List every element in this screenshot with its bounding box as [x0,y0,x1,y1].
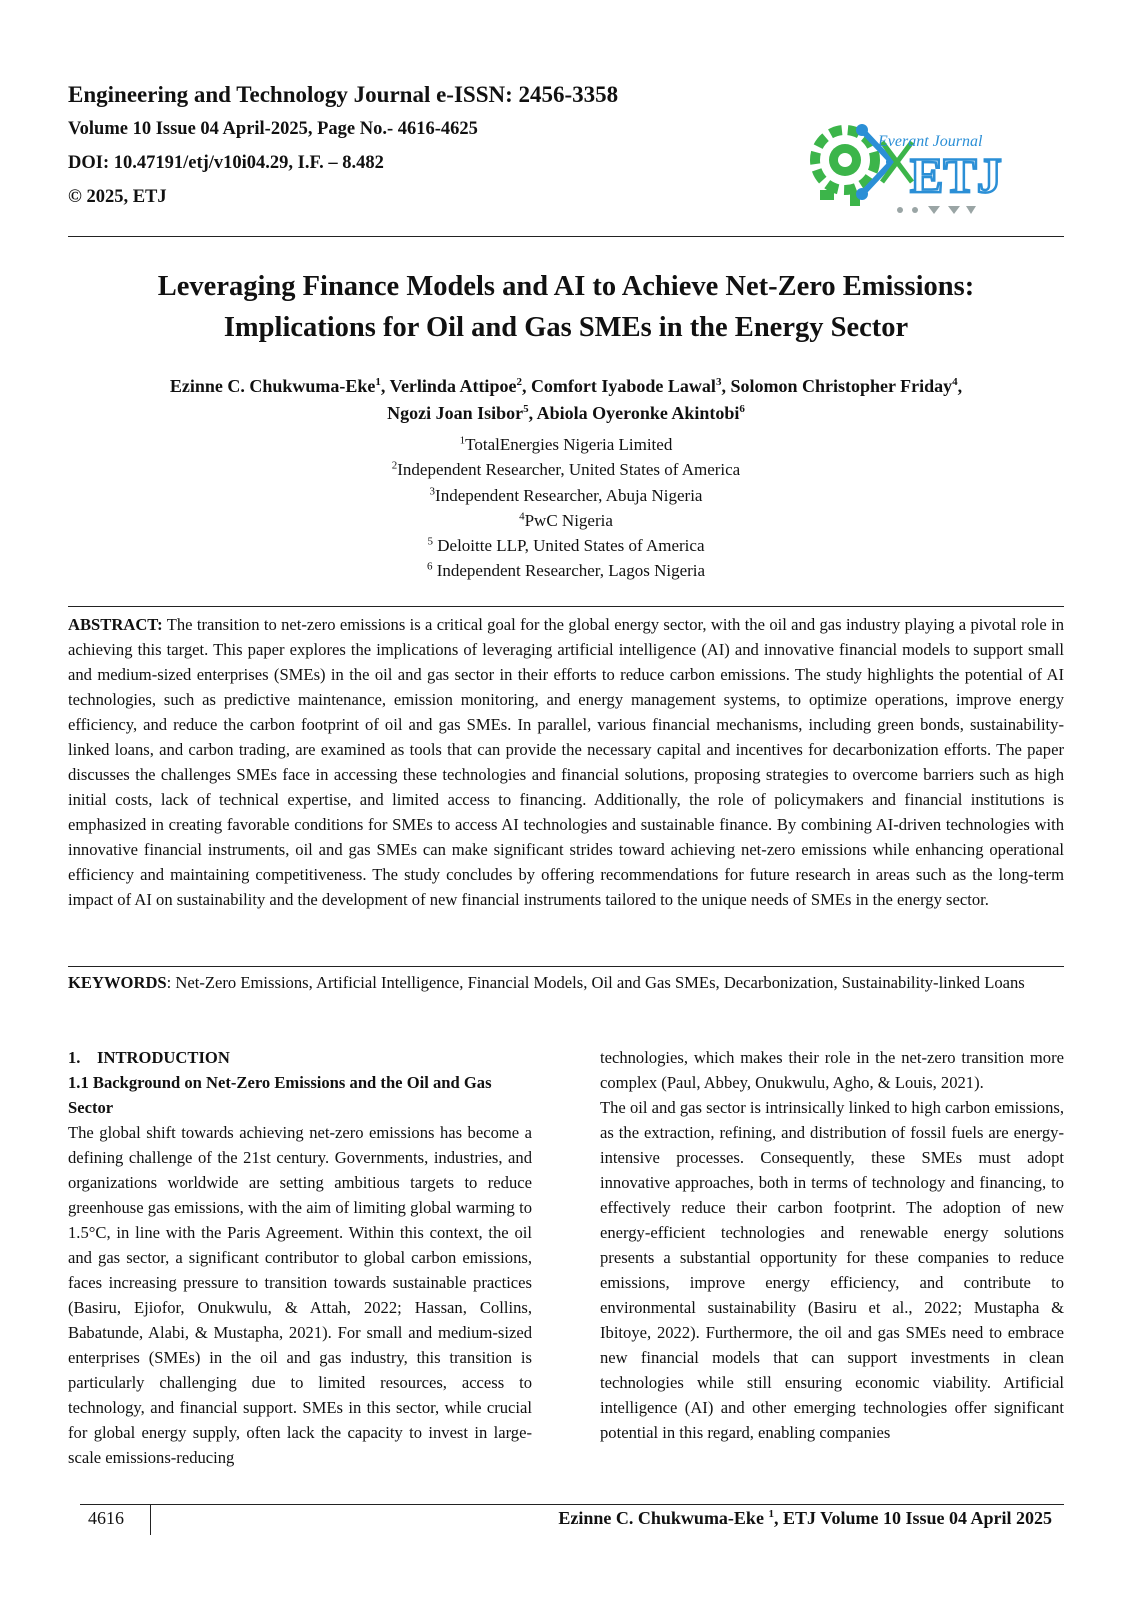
author-line-2: Ngozi Joan Isibor$^5$, Abiola Oyeronke Akintobi$^6$ [387,403,745,423]
keywords-text: : Net-Zero Emissions, Artificial Intelligence, Financial Models, Oil and Gas SMEs, Decarbonization, Sustainability-linked Loans [166,973,1025,992]
author-list [68,373,1064,427]
author-sup: 6 [739,403,745,415]
journal-title: Engineering and Technology Journal e-ISSN: 2456-3358 [68,82,619,107]
logo-decorative-marks [897,206,976,214]
logo-small-text: Everant Journal [878,133,983,150]
affiliation [68,533,1064,558]
author-line-1: Ezinne C. Chukwuma-Eke$^1$, Verlinda Attipoe$^2$, Comfort Iyabode Lawal$^3$, Solomon Christopher Friday$^4$, [169,376,963,396]
paper-title-line-1: Leveraging Finance Models and AI to Achieve Net-Zero Emissions: [157,271,975,302]
header-rule [68,236,1064,237]
body-paragraph: The global shift towards achieving net-zero emissions has become a defining challenge of the 21st century. Governments, industries, and organizations worldwide are setting ambitious targets to reduce greenhouse gas emissions, with the aim of limiting global warming to 1.5°C, in line with the Paris Agreement. Within this context, the oil and gas sector, a significant contributor to global carbon emissions, faces increasing pressure to transition towards sustainable practices (Basiru, Ejiofor, Onukwulu, & Attah, 2022; Hassan, Collins, Babatunde, Alabi, & Mustapha, 2021). For small and medium-sized enterprises (SMEs) in the oil and gas industry, this transition is particularly challenging due to limited resources, access to technology, and financial support. SMEs in this sector, while crucial for global energy supply, often lack the capacity to invest in large-scale emissions-reducing [68,1123,532,1467]
body-column-left [68,1045,532,1470]
affiliation-text: Independent Researcher, United States of America [397,460,741,480]
affiliation-sup: 4 [519,510,525,523]
footer-author: Ezinne C. Chukwuma-Eke [558,1508,769,1528]
abstract [68,612,1064,912]
paper-title [68,266,1064,348]
page-number: 4616 [88,1508,124,1528]
affiliation-text: Deloitte LLP, United States of America [433,536,705,556]
volume-info: Volume 10 Issue 04 April-2025, Page No.- 4616-4625 [68,119,478,139]
footer-rule [80,1504,1064,1505]
author-sup: 1 [375,376,381,388]
body-column-right [600,1045,1064,1445]
keywords-label: KEYWORDS [68,973,167,992]
author-name: Verlinda Attipoe [389,376,517,396]
affiliation-sup: 1 [459,434,466,447]
footer-citation-text: , ETJ Volume 10 Issue 04 April 2025 [773,1508,1052,1528]
affiliation-text: PwC Nigeria [524,510,613,530]
affiliation [68,457,1064,482]
abstract-top-rule [68,606,1064,607]
affiliation [68,483,1064,508]
logo-big-text: ETJ [910,147,1002,203]
affiliation [68,558,1064,583]
paper-title-line-2: Implications for Oil and Gas SMEs in the Energy Sector [223,312,909,343]
author-sup: 4 [952,376,958,388]
affiliation-text: TotalEnergies Nigeria Limited [465,435,673,454]
affiliation [68,432,1064,457]
footer-separator [150,1505,151,1535]
author-name: Solomon Christopher Friday [730,376,953,396]
author-name: Ezinne C. Chukwuma-Eke [169,376,376,396]
affiliation-sup: 3 [429,484,436,497]
keywords-top-rule [68,966,1064,967]
body-paragraph: The oil and gas sector is intrinsically linked to high carbon emissions, as the extraction, refining, and distribution of fossil fuels are energy-intensive processes. Consequently, these SMEs must adopt innovative approaches, both in terms of technology and financing, to effectively reduce their carbon footprint. The adoption of new energy-efficient technologies and renewable energy solutions presents a substantial opportunity for these companies to reduce emissions, improve energy efficiency, and contribute to environmental sustainability (Basiru et al., 2022; Mustapha & Ibitoye, 2022). Furthermore, the oil and gas SMEs need to embrace new financial models that can support investments in clean technologies while still ensuring economic viability. Artificial intelligence (AI) and other emerging technologies offer significant potential in this regard, enabling companies [600,1098,1064,1442]
footer-author-sup: 1 [768,1508,774,1520]
author-sup: 3 [715,376,722,388]
affiliation-text: Independent Researcher, Abuja Nigeria [435,485,703,505]
doi-info: DOI: 10.47191/etj/v10i04.29, I.F. – 8.482 [68,153,384,173]
affiliation [68,508,1064,533]
affiliation-text: Independent Researcher, Lagos Nigeria [432,561,706,581]
footer-citation [558,1508,1052,1529]
affiliation-sup: 6 [426,560,433,573]
author-name: Ngozi Joan Isibor [387,403,524,423]
author-name: Abiola Oyeronke Akintobi [536,403,740,423]
abstract-text: The transition to net-zero emissions is a critical goal for the global energy sector, with the oil and gas industry playing a pivotal role in achieving this target. This paper explores the implications of leveraging artificial intelligence (AI) and innovative financial models to support small and medium-sized enterprises (SMEs) in the oil and gas sector in their efforts to reduce carbon emissions. The study highlights the potential of AI technologies, such as predictive maintenance, emission monitoring, and energy management systems, to optimize operations, improve energy efficiency, and reduce the carbon footprint of oil and gas SMEs. In parallel, various financial mechanisms, including green bonds, sustainability-linked loans, and carbon trading, are examined as tools that can provide the necessary capital and incentives for decarbonization efforts. The paper discusses the challenges SMEs face in accessing these technologies and financial solutions, proposing strategies to overcome barriers such as high initial costs, lack of technical expertise, and limited access to financing. Additionally, the role of policymakers and financial institutions is emphasized in creating favorable conditions for SMEs to access AI technologies and sustainable finance. By combining AI-driven technologies with innovative financial instruments, oil and gas SMEs can make significant strides toward achieving net-zero emissions while enhancing operational efficiency and maintaining competitiveness. The study concludes by offering recommendations for future research in areas such as the long-term impact of AI on sustainability and the development of new financial instruments tailored to the unique needs of SMEs in the energy sector. [68,615,1064,909]
section-heading: 1. INTRODUCTION [68,1048,230,1067]
affiliation-sup: 2 [391,459,398,472]
affiliation-list [68,432,1064,584]
author-name: Comfort Iyabode Lawal [530,376,716,396]
abstract-label: ABSTRACT: [68,615,163,634]
affiliation-sup: 5 [427,535,434,548]
keywords [68,970,1064,995]
etj-logo [800,112,1025,220]
body-paragraph: technologies, which makes their role in the net-zero transition more complex (Paul, Abbey, Onukwulu, Agho, & Louis, 2021). [600,1048,1064,1092]
author-sup: 5 [523,403,529,415]
subsection-heading: 1.1 Background on Net-Zero Emissions and the Oil and Gas Sector [68,1073,492,1117]
journal-header [68,78,668,214]
author-sup: 2 [516,376,522,388]
copyright: © 2025, ETJ [68,187,167,207]
